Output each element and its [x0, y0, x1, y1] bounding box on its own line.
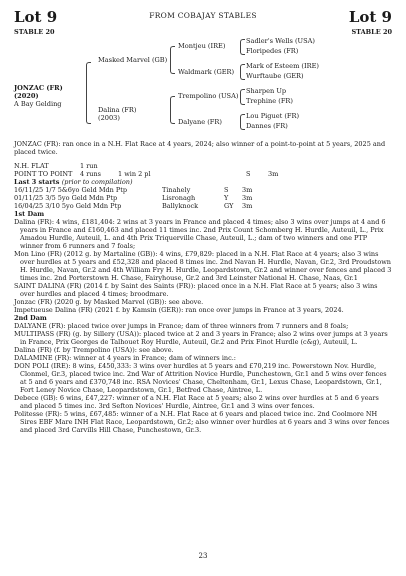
produce-entry: Debece (GB): 6 wins, £47,227: winner of a N.H. Flat Race at 5 years; also 2 wins over hurdles at 5 and 6 years and placed 5 times inc. 3rd Sefton Novices' Hurdle, Aintree, Gr.1 and 3 wins over fences.: [14, 394, 379, 410]
ds-sire: Sharpen Up: [246, 87, 287, 95]
page-number: 23: [198, 552, 208, 560]
produce-entry: Dalina (FR) (f. by Trempolino (USA)): see above.: [14, 346, 174, 354]
produce-entry: Impetueuse Dalina (FR) (2021 f. by Kamsin (GER)): ran once over jumps in France at 3 years, 2024.: [14, 306, 344, 314]
first-dam-entry: Dalina (FR): 4 wins, £181,404: 2 wins at 3 years in France and placed 4 times; also 3 wins over jumps at 4 and 6 years in France and £160,463 and placed 11 times inc. 2nd Prix Count Schomberg H. Hurdle, Auteuil, L., Prix Amadou Hurdle, Auteuil, L. and 4th Prix Triquerville Chase, Auteuil, L.; dam of two winners and one PTP winner from 6 runners and 7 foals;: [14, 218, 386, 250]
table-row: 16/04/25 3/10 5yo Geld Mdn Ptp Ballyknock GY 3m: [14, 202, 253, 210]
produce-entry: MULTIPASS (FR) (g. by Sillery (USA)): placed twice at 2 and 3 years in France; also 2 wins over jumps at 3 years in France, Prix Georges de Talhouet Roy Hurdle, Auteuil, Gr.2 and Prix Finot Hurdle (c&g), Auteuil, L.: [14, 330, 388, 346]
pedigree-brace: [86, 62, 91, 124]
second-dam-heading: 2nd Dam: [14, 314, 47, 322]
catalogue-page: [14, 8, 392, 434]
dam-year: (2003): [98, 114, 120, 122]
horse-description: A Bay Gelding: [14, 100, 62, 108]
sire-dam: Waldmark (GER): [178, 68, 235, 76]
table-row: N.H. FLAT 1 run: [14, 162, 98, 170]
sd-dam: Wurftaube (GER): [246, 72, 304, 80]
produce-entry: SAINT DALINA (FR) (2014 f. by Saint des Saints (FR)): placed once in a N.H. Flat Race at 5 years; also 3 wins over hurdles and placed 4 times; broodmare.: [14, 282, 378, 298]
produce-entry: DON POLI (IRE): 8 wins, £450,333: 3 wins over hurdles at 5 years and £70,219 inc. Powerstown Nov. Hurdle, Clonmel, Gr.3, placed twice inc. 2nd War of Attrition Novice Hurdle, Punchestown, Gr.1 and 5 wins over fences at 5 and 6 years and £370,748 inc. RSA Novices' Chase, Cheltenham, Gr.1, Lexus Chase, Leopardstown, Gr.1, Fort Leney Novice Chase, Leopardstown, Gr.1, Betfred Chase, Aintree, L.: [14, 362, 387, 394]
dd-sire: Lou Piguet (FR): [246, 112, 300, 120]
dam: Dalina (FR): [98, 106, 137, 114]
pedigree-brace: [240, 114, 245, 130]
pedigree-table: [14, 37, 392, 140]
stable-left: STABLE 20: [14, 28, 55, 36]
ds-dam: Trephine (FR): [246, 97, 293, 105]
first-dam-heading: 1st Dam: [14, 210, 45, 218]
sd-sire: Mark of Esteem (IRE): [246, 62, 319, 70]
pedigree-brace: [240, 39, 245, 55]
ss-sire: Sadler's Wells (USA): [246, 37, 315, 45]
dam-dam: Dalyane (FR): [178, 118, 222, 126]
produce-entry: Jonzac (FR) (2020 g. by Masked Marvel (GB)): see above.: [14, 298, 204, 306]
pedigree-brace: [170, 96, 175, 124]
ss-dam: Floripedes (FR): [246, 47, 299, 55]
pedigree-brace: [170, 46, 175, 74]
pedigree-brace: [240, 89, 245, 105]
pedigree-brace: [240, 64, 245, 80]
lot-number-right: Lot 9: [348, 8, 392, 26]
last-starts-table: [14, 186, 392, 210]
race-summary: JONZAC (FR): ran once in a N.H. Flat Race at 4 years, 2024; also winner of a point-to-point at 5 years, 2025 and placed twice.: [14, 140, 386, 156]
dam-sire: Trempolino (USA): [178, 92, 239, 100]
produce-entry: Politesse (FR): 5 wins, £67,485: winner of a N.H. Flat Race at 6 years and placed twice inc. 2nd Coolmore NH Sires EBF Mare INH Flat Race, Leopardstown, Gr.2; also winner over hurdles at 6 years and 3 wins over fences and placed 3rd Carvills Hill Chase, Punchestown, Gr.3.: [14, 410, 390, 434]
last-starts-heading: Last 3 starts (prior to compilation): [14, 178, 133, 186]
table-row: 16/11/25 1/7 5&6yo Geld Mdn Ptp Tinahely S 3m: [14, 186, 253, 194]
horse-name: JONZAC (FR): [14, 84, 63, 92]
table-row: 01/11/25 3/5 5yo Geld Mdn Ptp Lisronagh Y 3m: [14, 194, 253, 202]
horse-year: (2020): [14, 92, 39, 100]
produce-entry: Mon Lino (FR) (2012 g. by Martaline (GB)): 4 wins, £79,829: placed in a N.H. Flat Race at 4 years; also 3 wins over hurdles at 5 years and £52,328 and placed 8 times inc. 2nd Navan H. Hurdle, Navan, Gr.2, 3rd Proudstown H. Hurdle, Navan, Gr.2 and 4th William Fry H. Hurdle, Leopardstown, Gr.2 and winner over fences and placed 3 times inc. 2nd Porterstown H. Chase, Fairyhouse, Gr.2 and 3rd Leinster National H. Chase, Naas, Gr.1: [14, 250, 392, 282]
performance-table: [14, 162, 392, 178]
table-row: POINT TO POINT 4 runs 1 win 2 pl S 3m: [14, 170, 279, 178]
sire-sire: Montjeu (IRE): [178, 42, 226, 50]
sire: Masked Marvel (GB): [98, 56, 168, 64]
produce-entry: DALAMINE (FR): winner at 4 years in France; dam of winners inc.:: [14, 354, 236, 362]
dd-dam: Dannes (FR): [246, 122, 288, 130]
lot-header: [14, 8, 392, 40]
consignor-name: FROM COBAJAY STABLES: [149, 11, 257, 20]
stable-right: STABLE 20: [351, 28, 392, 36]
lot-number-left: Lot 9: [14, 8, 58, 26]
second-dam-entry: DALYANE (FR): placed twice over jumps in France; dam of three winners from 7 runners and 8 foals;: [14, 322, 349, 330]
